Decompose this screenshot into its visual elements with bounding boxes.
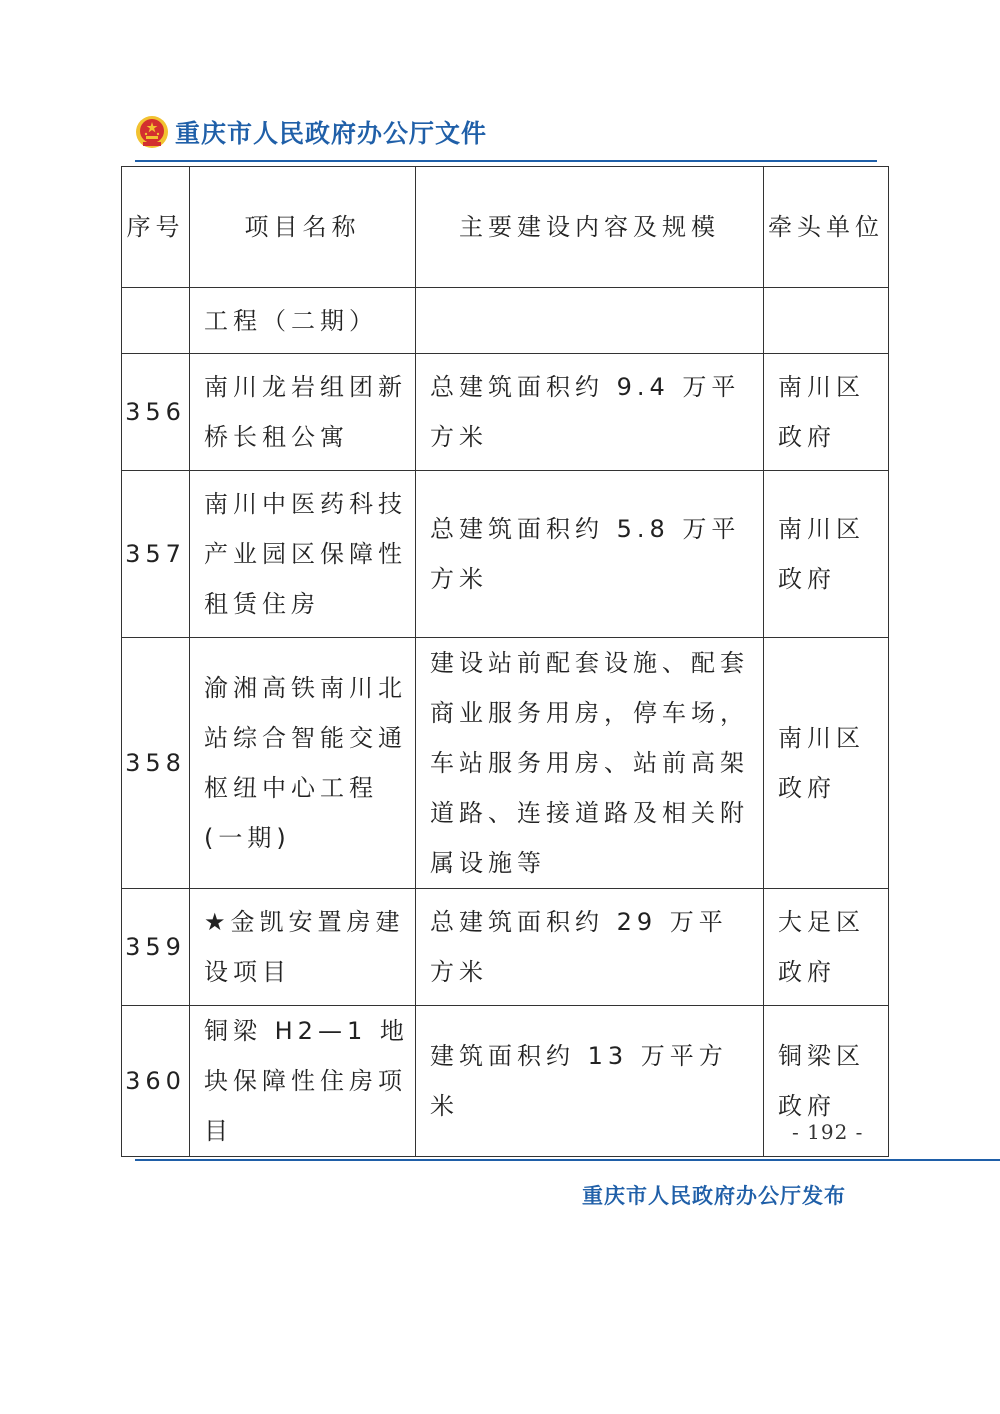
table-row	[122, 889, 889, 1006]
national-emblem-icon	[135, 115, 169, 149]
row-name: 铜梁 H2—1 地块保障性住房项目	[190, 1006, 416, 1157]
row-name: 工程（二期）	[190, 288, 416, 354]
header-unit: 牵头单位	[764, 167, 889, 288]
table-row	[122, 354, 889, 471]
header-num: 序号	[122, 167, 190, 288]
page-number: - 192 -	[792, 1120, 864, 1144]
row-content: 建筑面积约 13 万平方米	[416, 1006, 764, 1157]
row-unit: 南川区政府	[764, 354, 889, 471]
header-title: 重庆市人民政府办公厅文件	[175, 119, 488, 148]
table-row	[122, 471, 889, 638]
header-name: 项目名称	[190, 167, 416, 288]
row-content: 总建筑面积约 29 万平方米	[416, 889, 764, 1006]
header-divider	[135, 160, 877, 162]
row-content: 建设站前配套设施、配套商业服务用房，停车场，车站服务用房、站前高架道路、连接道路及相关附属设施等	[416, 638, 764, 889]
table-row	[122, 638, 889, 889]
row-unit: 铜梁区政府	[764, 1006, 889, 1157]
row-num	[122, 288, 190, 354]
project-table	[121, 166, 889, 1157]
footer-publisher: 重庆市人民政府办公厅发布	[582, 1183, 846, 1208]
row-content	[416, 288, 764, 354]
row-name: ★金凯安置房建设项目	[190, 889, 416, 1006]
table-header-row	[122, 167, 889, 288]
row-name: 渝湘高铁南川北站综合智能交通枢纽中心工程(一期)	[190, 638, 416, 889]
row-unit: 大足区政府	[764, 889, 889, 1006]
row-name: 南川中医药科技产业园区保障性租赁住房	[190, 471, 416, 638]
row-num: 358	[122, 638, 190, 889]
table-row	[122, 1006, 889, 1157]
row-unit	[764, 288, 889, 354]
document-header	[135, 112, 487, 152]
row-content: 总建筑面积约 5.8 万平方米	[416, 471, 764, 638]
row-content: 总建筑面积约 9.4 万平方米	[416, 354, 764, 471]
row-name: 南川龙岩组团新桥长租公寓	[190, 354, 416, 471]
row-unit: 南川区政府	[764, 638, 889, 889]
row-num: 360	[122, 1006, 190, 1157]
row-num: 359	[122, 889, 190, 1006]
table-row	[122, 288, 889, 354]
row-num: 357	[122, 471, 190, 638]
header-content: 主要建设内容及规模	[416, 167, 764, 288]
footer-divider	[135, 1159, 1000, 1161]
row-unit: 南川区政府	[764, 471, 889, 638]
row-num: 356	[122, 354, 190, 471]
